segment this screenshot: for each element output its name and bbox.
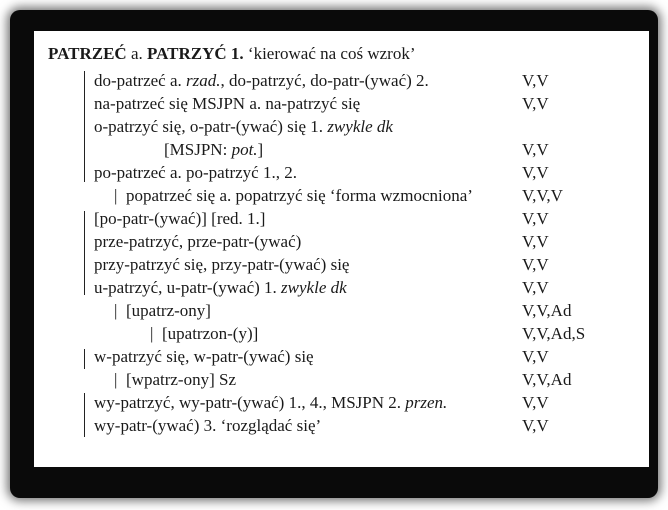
list-item: po-patrzeć a. po-patrzyć 1., 2. (94, 163, 297, 182)
grammar-code: V,V (522, 255, 549, 274)
grammar-code: V,V,Ad (522, 370, 572, 389)
grammar-code: V,V (522, 94, 549, 113)
list-item: wy-patr-(ywać) 3. ‘rozglądać się’ (94, 416, 322, 435)
grammar-code: V,V (522, 232, 549, 251)
list-item: | [upatrzon-(y)] (150, 322, 258, 346)
list-item: u-patrzyć, u-patr-(ywać) 1. zwykle dk (94, 278, 347, 297)
entry-heading (48, 42, 415, 66)
pipe-glyph: | (150, 324, 154, 343)
grammar-code: V,V (522, 163, 549, 182)
tree-bar-w (84, 349, 85, 369)
grammar-code: V,V,V (522, 186, 563, 205)
grammar-code: V,V (522, 71, 549, 90)
grammar-code: V,V (522, 278, 549, 297)
grammar-code: V,V (522, 416, 549, 435)
document-frame (10, 10, 658, 498)
list-item: do-patrzeć a. rzad., do-patrzyć, do-patr-(ywać) 2. (94, 71, 429, 90)
tree-bar-main (84, 71, 85, 176)
list-item: na-patrzeć się MSJPN a. na-patrzyć się (94, 94, 361, 113)
list-item: [po-patr-(ywać)] [red. 1.] (94, 209, 266, 228)
grammar-code: V,V,Ad (522, 301, 572, 320)
dictionary-entry (34, 31, 649, 467)
pipe-glyph: | (114, 301, 118, 320)
grammar-code: V,V (522, 347, 549, 366)
dictionary-page (34, 31, 649, 467)
list-item: w-patrzyć się, w-patr-(ywać) się (94, 347, 314, 366)
headword-separator: a. (126, 44, 148, 63)
tree-bar-po (84, 162, 85, 182)
tree-bar-middle (84, 211, 85, 295)
headword-patrzyc: PATRZYĆ 1. (147, 44, 244, 63)
grammar-code: V,V (522, 393, 549, 412)
pipe-glyph: | (114, 186, 118, 205)
list-item: o-patrzyć się, o-patr-(ywać) się 1. zwykle dk (94, 117, 393, 136)
list-item: | [upatrz-ony] (114, 299, 211, 323)
grammar-code: V,V (522, 140, 549, 159)
list-item: przy-patrzyć się, przy-patr-(ywać) się (94, 255, 350, 274)
list-item: [MSJPN: pot.] (164, 140, 264, 159)
grammar-code: V,V,Ad,S (522, 324, 586, 343)
list-item: | popatrzeć się a. popatrzyć się ‘forma wzmocniona’ (114, 184, 473, 208)
list-item: | [wpatrz-ony] Sz (114, 368, 236, 392)
list-item: prze-patrzyć, prze-patr-(ywać) (94, 232, 302, 251)
grammar-code: V,V (522, 209, 549, 228)
headword-gloss: ‘kierować na coś wzrok’ (243, 44, 416, 63)
headword-patrzec: PATRZEĆ (48, 44, 127, 63)
list-item: wy-patrzyć, wy-patr-(ywać) 1., 4., MSJPN 2. przen. (94, 393, 448, 412)
pipe-glyph: | (114, 370, 118, 389)
tree-bar-wy (84, 393, 85, 437)
